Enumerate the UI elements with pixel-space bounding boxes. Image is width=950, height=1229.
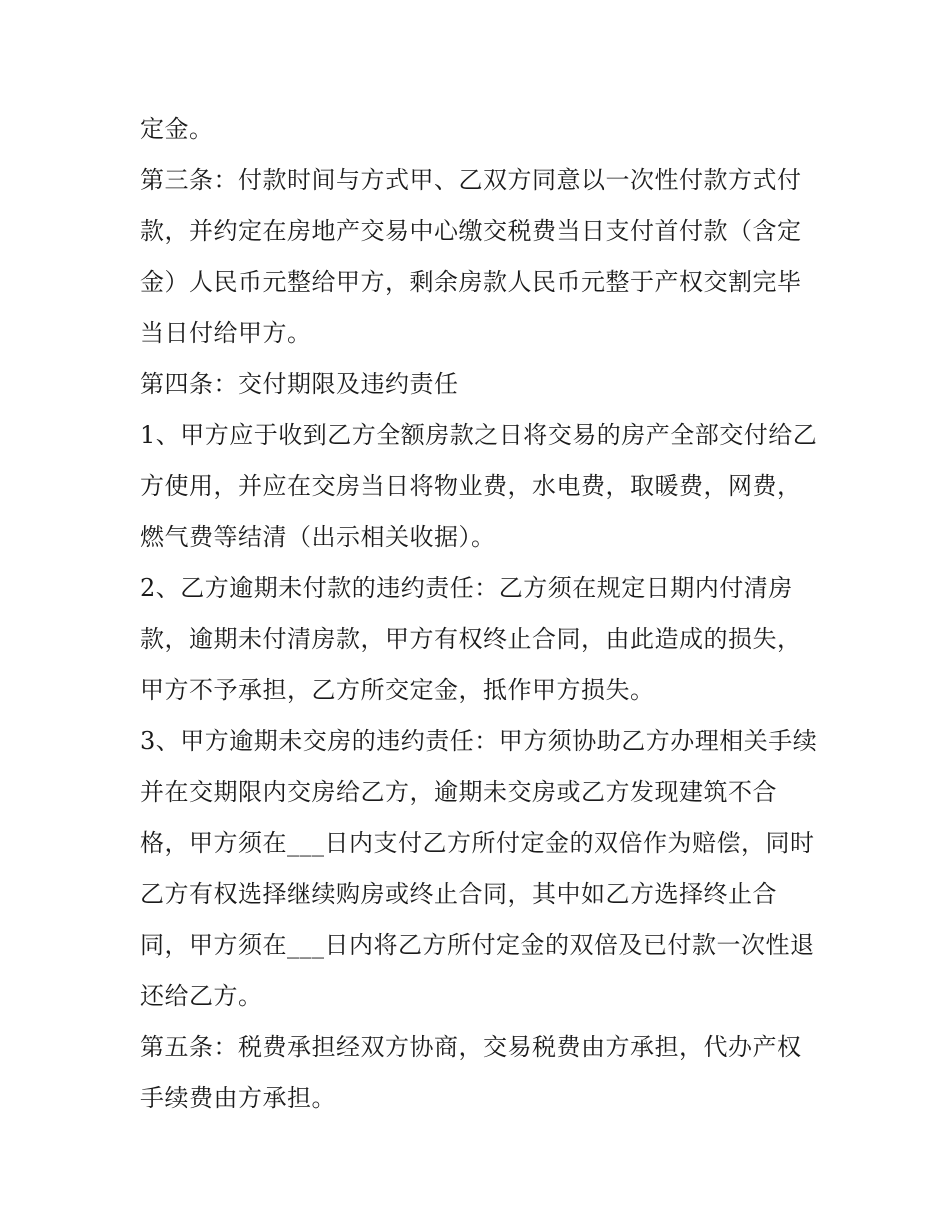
paragraph-article-3-payment: 第三条：付款时间与方式甲、乙双方同意以一次性付款方式付款，并约定在房地产交易中心缴交税费当日支付首付款（含定金）人民币元整给甲方，剩余房款人民币元整于产权交割完毕当日付给甲方。: [140, 166, 802, 347]
paragraph-article-4-heading: 第四条：交付期限及违约责任: [140, 370, 459, 398]
paragraph-deposit-end: 定金。: [140, 115, 214, 143]
paragraph-article-4-item-3: 3、甲方逾期未交房的违约责任：甲方须协助乙方办理相关手续并在交期限内交房给乙方，逾期未交房或乙方发现建筑不合格，甲方须在___日内支付乙方所付定金的双倍作为赔偿，同时乙方有权选择继续购房或终止合同，其中如乙方选择终止合同，甲方须在___日内将乙方所付定金的双倍及已付款一次性退还给乙方。: [140, 727, 818, 1010]
paragraph-article-4-item-2: 2、乙方逾期未付款的违约责任：乙方须在规定日期内付清房款，逾期未付清房款，甲方有权终止合同，由此造成的损失，甲方不予承担，乙方所交定金，抵作甲方损失。: [140, 574, 802, 704]
paragraph-article-5-taxes: 第五条：税费承担经双方协商，交易税费由方承担，代办产权手续费由方承担。: [140, 1033, 802, 1112]
paragraph-article-4-item-1: 1、甲方应于收到乙方全额房款之日将交易的房产全部交付给乙方使用，并应在交房当日将物业费，水电费，取暖费，网费，燃气费等结清（出示相关收据）。: [140, 421, 818, 551]
document-body: [140, 104, 825, 1124]
